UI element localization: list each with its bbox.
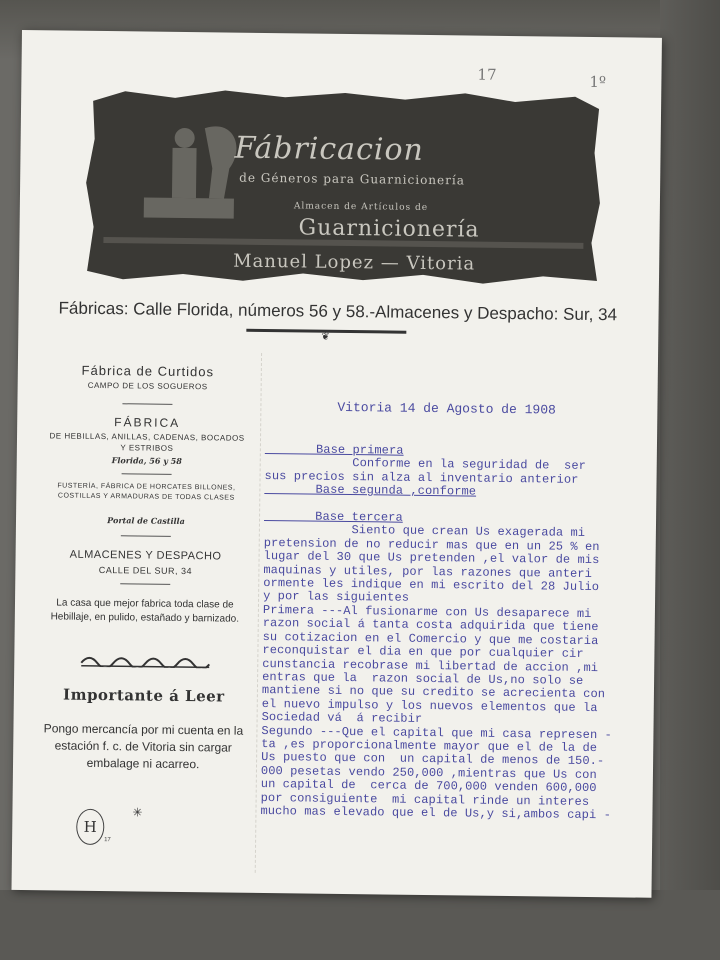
letter-date: Vitoria 14 de Agosto de 1908 [337, 399, 556, 418]
store-title: ALMACENES Y DESPACHO [69, 548, 222, 563]
letter-line: el nuevo impulso y los nuevos elementos que la [261, 696, 598, 715]
factory-address: Florida, 56 y 58 [111, 455, 182, 466]
sidebar-divider [122, 403, 172, 405]
letter-line: Base tercera [263, 509, 403, 525]
letter-line: Segundo ---Que el capital que mi casa represen - [261, 723, 612, 742]
factory-title: FÁBRICA [114, 415, 181, 430]
letterhead-banner [83, 87, 605, 287]
letter-line: mucho mas elevado que el de Us,y si,ambos capi - [260, 803, 612, 823]
star-ornament-icon: ✳ [132, 805, 143, 820]
sidebar-divider [121, 535, 171, 537]
header-ornament-icon: ❦ [321, 331, 330, 343]
tannery-place: CAMPO DE LOS SOGUEROS [87, 380, 208, 392]
letter-line: entras que la razon social de Us,no solo se [262, 669, 584, 688]
letter-line: Conforme en la seguridad de ser [264, 455, 587, 474]
backdrop-right [660, 0, 720, 960]
tannery-title: Fábrica de Curtidos [81, 362, 215, 380]
wave-ornament-icon [79, 651, 211, 669]
letter-line: Sociedad vá á recibir [261, 710, 423, 727]
letter-line: Base primera [264, 441, 404, 458]
slogan: La casa que mejor fabrica toda clase de Hebillaje, en pulido, estañado y barnizado. [50, 597, 240, 625]
stamp-letter: H [76, 809, 104, 845]
carpentry-description: FUSTERÍA, FÁBRICA DE HORCATES BILLONES, COSTILLAS Y ARMADURAS DE TODAS CLASES [57, 482, 236, 502]
letter-line: su cotizacion en el Comercio y que me costaria [262, 629, 599, 648]
letter-line: ormente les indique en mi escrito del 28 Julio [263, 576, 600, 595]
letter-line: razon social á tanta costa adquirida que tiene [262, 616, 599, 635]
banner-trade: Guarnicionería [298, 215, 480, 243]
letter-line: ta ,es proporcionalmente mayor que el de la de [261, 736, 598, 756]
banner-owner: Manuel Lopez — Vitoria [233, 250, 476, 275]
letter-line: un capital de cerca de 700,000 venden 600,000 [260, 777, 597, 796]
letter-line: 000 pesetas vendo 250,000 ,mientras que Us con [260, 763, 597, 782]
letter-line: cunstancia recobrase mi libertad de accion ,mi [262, 656, 599, 675]
sidebar-divider [120, 583, 170, 585]
backdrop-bottom [0, 890, 720, 960]
banner-store: Almacen de Artículos de [293, 201, 429, 213]
sidebar-divider [122, 473, 172, 475]
notice-title: Importante á Leer [63, 685, 225, 706]
letter-line: lugar del 30 que Us pretenden ,el valor de mis [263, 549, 600, 568]
notice-text: Pongo mercancía por mi cuenta en la estación f. c. de Vitoria sin cargar embalage ni acarreo. [43, 721, 244, 772]
pencil-number: 17 [477, 65, 497, 84]
store-address: CALLE DEL SUR, 34 [98, 564, 193, 577]
carpentry-address: Portal de Castilla [107, 515, 185, 527]
letter-body [260, 399, 662, 823]
letter-line: Siento que crean Us exagerada mi [263, 522, 586, 541]
letter-line: sus precios sin alza al inventario anterior [264, 468, 579, 487]
letter-line: reconquistar el dia en que por cualquier cir [262, 643, 584, 662]
banner-subtitle: de Géneros para Guarnicionería [239, 170, 465, 188]
letter-lines [260, 443, 615, 823]
letter-line: Primera ---Al fusionarme con Us desaparece mi [262, 602, 592, 621]
letter-line: Base segunda ,conforme [264, 482, 477, 499]
stamp-number: 17 [104, 837, 111, 844]
factories-address: Fábricas: Calle Florida, números 56 y 58.-Almacenes y Despacho: Sur, 34 [58, 298, 618, 325]
document-page [11, 30, 661, 898]
letter-line: y por las siguientes [263, 589, 410, 606]
letter-line: maquinas y utiles, por las razones que anteri [263, 562, 593, 581]
letter-line: mantiene si no que su credito se acrecienta con [261, 683, 606, 702]
letter-line: por consiguiente mi capital rinde un interes [260, 790, 590, 809]
letter-line: Us puesto que con un capital de menos de 150.- [261, 750, 605, 769]
letter-line: pretension de no reducir mas que en un 25 % en [263, 535, 600, 554]
factory-description: DE HEBILLAS, ANILLAS, CADENAS, BOCADOS Y ESTRIBOS [49, 431, 245, 453]
pencil-page: 1º [589, 72, 607, 92]
banner-title: Fábricacion [234, 130, 425, 168]
